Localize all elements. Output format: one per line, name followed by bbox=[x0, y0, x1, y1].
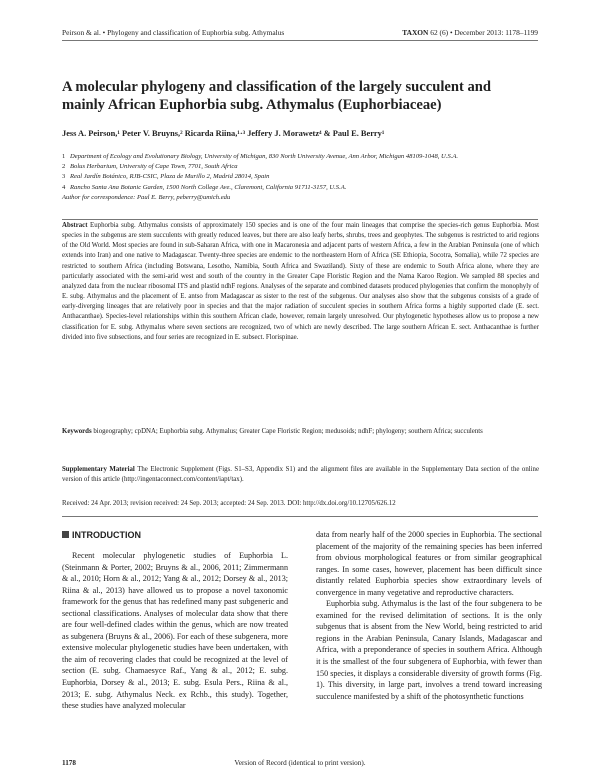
left-column bbox=[62, 550, 288, 712]
section-heading: INTRODUCTION bbox=[62, 530, 141, 540]
correspondence-line: Author for correspondence: Paul E. Berry, peberry@umich.edu bbox=[62, 193, 231, 201]
square-bullet-icon bbox=[62, 531, 69, 538]
article-title: A molecular phylogeny and classification of the largely succulent and mainly African Euphorbia subg. Athymalus (Euphorbiaceae) bbox=[62, 79, 492, 113]
affiliations bbox=[62, 152, 542, 203]
front-matter-rule bbox=[62, 516, 538, 517]
received-dates: Received: 24 Apr. 2013; revision received: 24 Sep. 2013; accepted: 24 Sep. 2013. DOI: http://dx.doi.org/10.12705/626.12 bbox=[62, 500, 396, 507]
body-paragraph: Euphorbia subg. Athymalus is the last of the four subgenera to be examined for the revised delimitation of sections. It is the only subgenus that is absent from the New World, being restricted to arid regions in the Arabian Peninsula, Canary Islands, Madagascar and Africa, with a preponderance of species in southern Africa. Although it is the smallest of the four subgenera of Euphorbia, with fewer than 150 species, it displays a considerable diversity of growth forms (Fig. 1). This diversity, in large part, involves a trend toward increasing succulence manifested by a shift of the photosynthetic functions bbox=[316, 599, 542, 701]
abstract-label: Abstract bbox=[62, 222, 88, 229]
affiliation-item: 3 Real Jardín Botánico, RJB-CSIC, Plaza de Murillo 2, Madrid 28014, Spain bbox=[62, 173, 270, 181]
body-paragraph: Recent molecular phylogenetic studies of Euphorbia L. (Steinmann & Porter, 2002; Bruyns & al., 2006, 2011; Zimmermann & al., 2010; Horn & al., 2012; Yang & al., 2012; Dorsey & al., 2013; Riina & al., 2013) have allowed us to propose a novel taxonomic framework for the genus that has redefined many past subgeneric and sectional classifications. Analyses of molecular data show that there are four well-defined clades within the genus, which are now treated as subgenera (Bruyns & al., 2006). For each of these subgenera, more extensive molecular phylogenetic studies have been undertaken, with the aim of recovering clades that could be recognized at the level of section (E. subg. Chamaesyce Raf., Yang & al., 2012; E. subg. Euphorbia, Dorsey & al., 2013; E. subg. Esula Pers., Riina & al., 2013; E. subg. Athymalus Neck. ex Rchb., this study). Together, these studies have analyzed molecular bbox=[62, 551, 288, 711]
affiliation-item: 1 Department of Ecology and Evolutionary Biology, University of Michigan, 830 North University Avenue, Ann Arbor, Michigan 48109-1048, U.S.A. bbox=[62, 153, 459, 160]
affiliation-item: 2 Bolus Herbarium, University of Cape Town, 7701, South Africa bbox=[62, 163, 238, 171]
supplementary-label: Supplementary Material bbox=[62, 466, 135, 473]
journal-citation bbox=[402, 28, 538, 37]
abstract bbox=[62, 221, 539, 343]
supplementary-text: The Electronic Supplement (Figs. S1–S3, Appendix S1) and the alignment files are available in the Supplementary Data section of the online version of this article (http://ingentaconnect.com/content/iapt/tax). bbox=[62, 466, 540, 484]
right-column bbox=[316, 529, 542, 702]
supplementary-material bbox=[62, 465, 539, 485]
running-title: Peirson & al. • Phylogeny and classification of Euphorbia subg. Athymalus bbox=[62, 28, 285, 37]
body-paragraph: data from nearly half of the 2000 species in Euphorbia. The sectional placement of the majority of the remaining species has been inferred from obvious morphological features or from similar geographical ranges. In some cases, however, placement has been difficult since distantly related Euphorbia species show extraordinary levels of convergence in many vegetative and reproductive characters. bbox=[316, 530, 542, 597]
author-list: Jess A. Peirson,¹ Peter V. Bruyns,² Ricarda Riina,¹·³ Jeffery J. Morawetz⁴ & Paul E. Berry¹ bbox=[62, 129, 385, 138]
keywords bbox=[62, 427, 539, 437]
version-note: Version of Record (identical to print version). bbox=[234, 759, 366, 767]
issue-info: 62 (6) • December 2013: 1178–1199 bbox=[430, 28, 538, 37]
keywords-text: biogeography; cpDNA; Euphorbia subg. Athymalus; Greater Cape Floristic Region; medusoids; ndhF; phylogeny; southern Africa; succulents bbox=[93, 428, 483, 435]
header-rule bbox=[62, 40, 538, 41]
journal-name: TAXON bbox=[402, 28, 429, 37]
keywords-label: Keywords bbox=[62, 428, 92, 435]
page-number: 1178 bbox=[62, 759, 76, 767]
abstract-rule-top bbox=[62, 219, 538, 220]
affiliation-item: 4 Rancho Santa Ana Botanic Garden, 1500 North College Ave., Claremont, California 91711-3157, U.S.A. bbox=[62, 183, 347, 191]
abstract-text: Euphorbia subg. Athymalus consists of approximately 150 species and is one of the four main lineages that comprise the species-rich genus Euphorbia. Most species in the subgenus are stem succulents with greatly reduced leaves, but there are also leafy herbs, shrubs, trees and geophytes. The subgenus is restricted to arid regions of the Old World. Most species are found in sub-Saharan Africa, with one in Macaronesia and adjacent parts of western Africa, a few in the Arabian Peninsula (one of which extends into Iran) and one native to Madagascar. Twenty-three species are endemic to the northeastern Horn of Africa (SE Ethiopia, Socotra, Somalia), while 72 species are restricted to southern Africa (including Botswana, Lesotho, Namibia, South Africa and Swaziland). Sixty of these are endemic to South Africa alone, where they are particularly associated with the semi-arid west and south of the country in the Greater Cape Floristic Region and the Nama Karoo Region. We sampled 88 species and analyzed data from the nuclear ribosomal ITS and plastid ndhF regions. Analyses of the separate and combined datasets produced phylogenies that confirm the monophyly of E. subg. Athymalus and the placement of E. antso from Madagascar as sister to the rest of the subgenus. Our analyses also show that the subgenus consists of a grade of early-diverging lineages that are relatively poor in species and that the major radiation of succulent species in southern Africa forms a highly supported clade (E. sect. Anthacanthae). Species-level relationships within this southern African clade, however, remain largely unresolved. Our phylogenetic hypotheses allow us to propose a new classification for E. subg. Athymalus where seven sections are recognized, two of which are newly described. The large southern African E. sect. Anthacanthae is further divided into five subsections, and four series are recognized in E. subsect. Florispinae. bbox=[62, 222, 539, 341]
